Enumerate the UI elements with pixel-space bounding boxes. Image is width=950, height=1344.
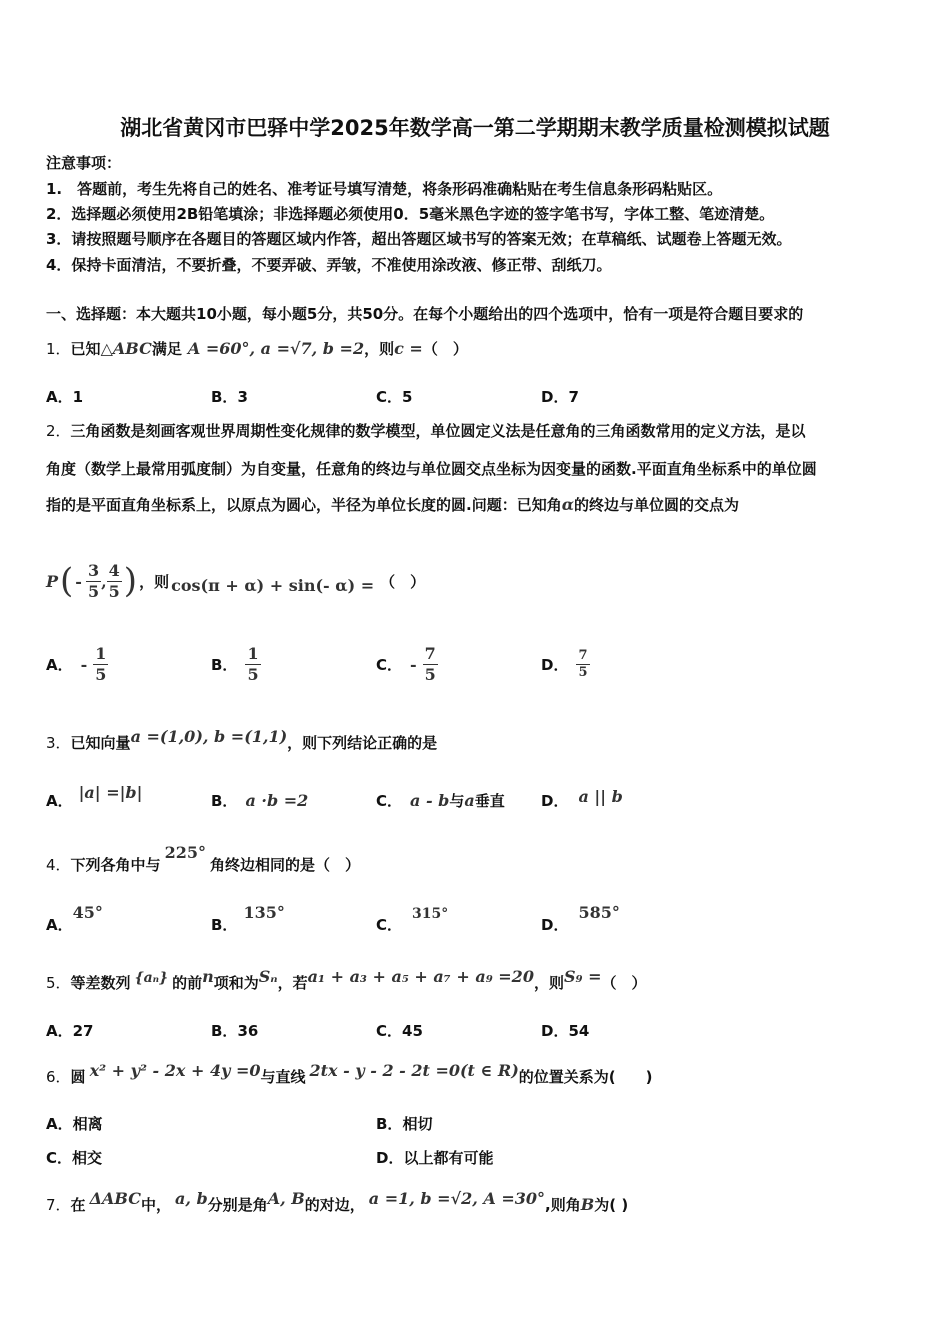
question-text: ，若 [277, 974, 308, 992]
question-text: ,则角 [545, 1196, 581, 1214]
fraction-numerator: 4 [108, 560, 120, 580]
question-number: 6． [46, 1068, 71, 1086]
option-value: 36 [237, 1022, 259, 1040]
math-expr: ΔABC [89, 1189, 141, 1208]
question-text: 为( ) [594, 1196, 629, 1214]
option-label: A． [46, 916, 73, 934]
question-text: 已知向量 [70, 734, 131, 752]
question-7 [46, 1189, 629, 1215]
option-value: 相切 [402, 1115, 433, 1133]
q6-option-d[interactable] [376, 1147, 493, 1168]
option-label: D． [541, 792, 569, 810]
question-text: 指的是平面直角坐标系上，以原点为圆心，半径为单位长度的圆.问题：已知角 [46, 496, 562, 514]
option-label: D． [541, 916, 569, 934]
math-expr: a, b [174, 1189, 208, 1208]
notice-item-1: 1. 答题前，考生先将自己的姓名、准考证号填写清楚，将条形码准确粘贴在考生信息条形码粘贴区。 [46, 180, 723, 198]
math-expr: c = [394, 339, 423, 358]
question-text: 的前 [172, 974, 203, 992]
math-expr: x² + y² - 2x + 4y =0 [89, 1061, 261, 1080]
fraction-denominator: 5 [87, 581, 100, 601]
option-label: B． [211, 792, 238, 810]
fraction-denominator: 5 [424, 664, 436, 684]
option-label: C． [376, 655, 403, 674]
q5-option-d[interactable] [541, 1020, 589, 1041]
option-label: D． [541, 1022, 569, 1040]
q2-option-b[interactable] [211, 640, 261, 688]
option-label: D． [376, 1149, 404, 1167]
option-label: D． [541, 655, 569, 674]
option-value: 45° [72, 903, 103, 922]
q1-option-c[interactable] [376, 386, 412, 407]
question-number: 3． [46, 734, 71, 752]
math-expr: {aₙ} [134, 970, 169, 986]
option-label: B． [211, 388, 238, 406]
math-expr: Sₙ [258, 967, 278, 986]
q5-option-a[interactable] [46, 1020, 93, 1041]
option-label: C． [376, 1022, 403, 1040]
option-value: 315° [412, 906, 449, 922]
q6-option-c[interactable] [46, 1147, 102, 1168]
fraction [576, 648, 589, 681]
question-4 [46, 843, 360, 875]
left-paren: ( [60, 561, 74, 601]
math-expr: n [202, 967, 214, 986]
math-expr: a - b [410, 791, 450, 810]
option-text: 与 [449, 792, 465, 810]
question-text: 满足 [151, 340, 182, 358]
option-label: B． [211, 916, 238, 934]
math-expr: A, B [267, 1189, 305, 1208]
notice-heading: 注意事项： [46, 154, 122, 172]
fraction-denominator: 5 [95, 664, 107, 684]
notice-item-4: 4．保持卡面清洁，不要折叠，不要弄破、弄皱，不准使用涂改液、修正带、刮纸刀。 [46, 256, 612, 274]
q1-option-b[interactable] [211, 386, 248, 407]
q2-option-d[interactable] [541, 640, 590, 688]
math-expr: 2tx - y - 2 - 2t =0(t ∈ R) [309, 1061, 519, 1080]
math-expr: a || b [578, 787, 623, 806]
math-sign: - [80, 654, 88, 674]
q4-option-c[interactable] [376, 906, 449, 935]
fraction-numerator: 1 [95, 643, 107, 663]
q4-option-a[interactable] [46, 903, 103, 935]
question-text: ，则 [533, 974, 564, 992]
question-text: 的终边与单位圆的交点为 [574, 496, 740, 514]
question-text: 三角函数是刻画客观世界周期性变化规律的数学模型，单位圆定义法是任意角的三角函数常用的定义方法，是以 [70, 422, 806, 440]
math-expr: S₉ = [563, 967, 602, 986]
option-label: A． [46, 1115, 73, 1133]
question-number: 2． [46, 422, 71, 440]
question-text: 分别是角 [207, 1196, 268, 1214]
q6-option-b[interactable] [376, 1113, 432, 1134]
option-value: 相交 [72, 1149, 103, 1167]
question-number: 4． [46, 856, 71, 874]
question-1 [46, 338, 468, 359]
fraction-numerator: 1 [247, 643, 259, 663]
option-value: 1 [72, 388, 84, 406]
math-sign: - [410, 654, 417, 674]
question-number: 1． [46, 340, 71, 358]
question-text: 等差数列 [70, 974, 131, 992]
fraction-numerator: 3 [87, 560, 100, 580]
question-text: 的对边， [304, 1196, 365, 1214]
option-value: 135° [243, 903, 285, 922]
math-expr: 225° [164, 843, 206, 862]
option-value: 27 [72, 1022, 94, 1040]
q1-option-a[interactable] [46, 386, 83, 407]
q2-option-c[interactable] [376, 640, 438, 688]
math-expr: P [46, 571, 59, 591]
question-2-line-2: 角度（数学上最常用弧度制）为自变量，任意角的终边与单位圆交点坐标为因变量的函数.平面直角坐标系中的单位圆 [46, 460, 817, 478]
math-sign: - [75, 571, 82, 591]
q3-option-d[interactable] [541, 787, 623, 811]
question-5 [46, 967, 647, 993]
math-expr: |a| =|b| [78, 783, 143, 802]
math-expr: a =1, b =√2, A =30° [368, 1189, 546, 1208]
question-text: ，则 [139, 572, 170, 591]
question-text: （ ） [380, 572, 426, 591]
q3-option-a[interactable] [46, 783, 143, 811]
question-number: 5． [46, 974, 71, 992]
fraction-numerator: 7 [424, 643, 436, 663]
notice-item-3: 3．请按照题号顺序在各题目的答题区域内作答，超出答题区域书写的答案无效；在草稿纸、试题卷上答题无效。 [46, 230, 792, 248]
option-label: A． [46, 792, 73, 810]
math-expr: a₁ + a₃ + a₅ + a₇ + a₉ =20 [307, 967, 534, 986]
fraction-denominator: 5 [108, 581, 120, 601]
option-label: B． [211, 1022, 238, 1040]
fraction [86, 561, 101, 602]
right-paren: ) [123, 561, 138, 601]
option-label: C． [376, 388, 403, 406]
fraction-numerator: 7 [578, 647, 588, 663]
option-label: C． [376, 916, 403, 934]
math-expr: B [580, 1195, 595, 1214]
question-2-line-3 [46, 494, 739, 515]
option-value: 5 [402, 388, 413, 406]
question-text: 项和为 [213, 974, 259, 992]
question-number: 7． [46, 1196, 71, 1214]
math-sign: , [101, 571, 107, 591]
question-text: ，则下列结论正确的是 [287, 734, 438, 752]
question-text: 与直线 [260, 1068, 306, 1086]
fraction [107, 561, 122, 602]
q4-option-b[interactable] [211, 903, 285, 935]
question-text: 圆 [70, 1068, 86, 1086]
option-label: B． [376, 1115, 403, 1133]
math-expr: △ABC [100, 339, 152, 358]
option-label: A． [46, 1022, 73, 1040]
option-label: A． [46, 388, 73, 406]
math-expr: cos(π + α) + sin(- α) = [171, 575, 375, 595]
q1-option-d[interactable] [541, 386, 579, 407]
math-expr: α [561, 495, 575, 514]
q6-option-a[interactable] [46, 1113, 103, 1134]
option-value: 585° [578, 903, 620, 922]
option-value: 45 [402, 1022, 423, 1040]
option-label: C． [376, 792, 403, 810]
math-expr: A =60°, a =√7, b =2 [187, 339, 365, 358]
math-expr: a [464, 791, 475, 810]
option-text: 垂直 [474, 792, 505, 810]
question-text: （ ） [601, 974, 647, 992]
question-text: 角终边相同的是（ ） [209, 856, 360, 874]
q2-option-a[interactable] [46, 640, 108, 688]
fraction [93, 644, 108, 685]
question-text: （ ） [422, 340, 468, 358]
option-label: D． [541, 388, 569, 406]
question-6 [46, 1061, 653, 1087]
q4-option-d[interactable] [541, 903, 620, 935]
option-label: B． [211, 655, 238, 674]
option-value: 3 [237, 388, 248, 406]
question-2-line-1 [46, 420, 806, 441]
fraction [423, 644, 438, 685]
question-3 [46, 727, 438, 753]
option-value: 7 [568, 388, 579, 406]
question-text: 中， [140, 1196, 171, 1214]
q3-option-b[interactable] [211, 790, 308, 811]
math-expr: a =(1,0), b =(1,1) [130, 727, 288, 746]
section-heading: 一、选择题：本大题共10小题，每小题5分，共50分。在每个小题给出的四个选项中，恰有一项是符合题目要求的 [46, 305, 804, 323]
q5-option-c[interactable] [376, 1020, 423, 1041]
option-value: 54 [568, 1022, 590, 1040]
q3-option-c[interactable] [376, 790, 505, 811]
option-value: 相离 [72, 1115, 103, 1133]
option-label: A． [46, 655, 73, 674]
option-value: 以上都有可能 [403, 1149, 494, 1167]
fraction-denominator: 5 [578, 664, 588, 680]
question-text: 的位置关系为( ) [518, 1068, 653, 1086]
question-text: 在 [70, 1196, 86, 1214]
page-title: 湖北省黄冈市巴驿中学2025年数学高一第二学期期末教学质量检测模拟试题 [120, 116, 830, 140]
fraction [245, 644, 260, 685]
option-label: C． [46, 1149, 73, 1167]
question-text: 下列各角中与 [70, 856, 161, 874]
fraction-denominator: 5 [247, 664, 259, 684]
math-expr: a ·b =2 [245, 791, 309, 810]
question-2-point [46, 556, 425, 606]
notice-item-2: 2．选择题必须使用2B铅笔填涂；非选择题必须使用0．5毫米黑色字迹的签字笔书写，字体工整、笔迹清楚。 [46, 205, 775, 223]
q5-option-b[interactable] [211, 1020, 258, 1041]
question-text: 已知 [70, 340, 101, 358]
question-text: ，则 [364, 340, 395, 358]
